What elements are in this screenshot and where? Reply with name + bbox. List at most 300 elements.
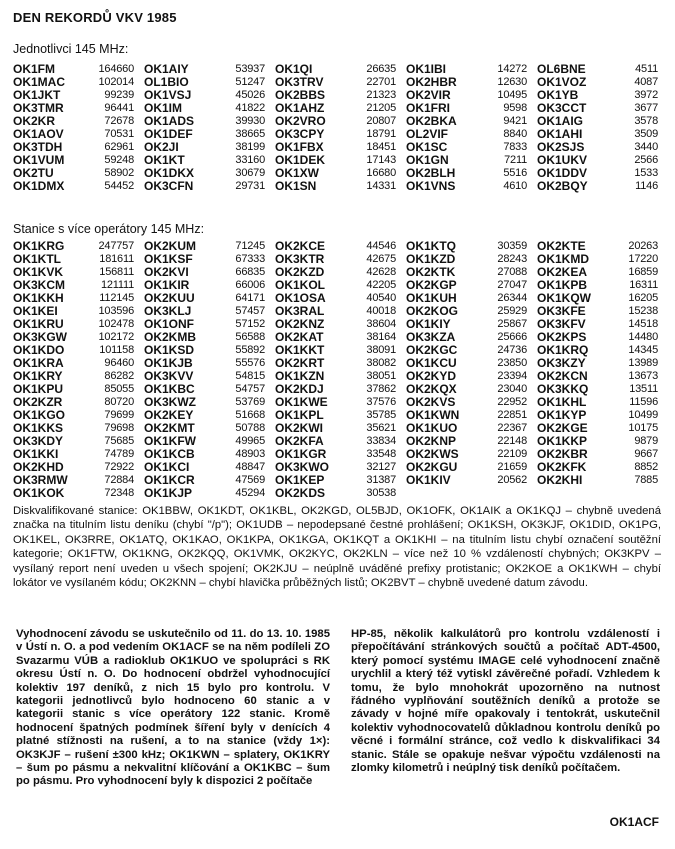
score: 21659 — [497, 461, 527, 473]
score: 32127 — [366, 461, 396, 473]
result-entry — [13, 487, 144, 500]
callsign: OK1OSA — [275, 291, 326, 305]
score: 21205 — [366, 102, 396, 114]
score: 45294 — [235, 487, 265, 499]
callsign: OK1KYP — [537, 408, 587, 422]
score: 96441 — [104, 102, 134, 114]
callsign: OK1KMD — [537, 252, 590, 266]
callsign: OK2BQY — [537, 179, 588, 193]
callsign: OK3CFN — [144, 179, 194, 193]
multi-results-table — [13, 240, 668, 500]
score: 85055 — [104, 383, 134, 395]
callsign: OK1KKP — [537, 434, 588, 448]
callsign: OK2KTE — [537, 239, 586, 253]
score: 21323 — [366, 89, 396, 101]
score: 22701 — [366, 76, 396, 88]
score: 37576 — [366, 396, 396, 408]
callsign: OK2KWI — [275, 421, 323, 435]
callsign: OK2KYD — [406, 369, 457, 383]
score: 30538 — [366, 487, 396, 499]
score: 75685 — [104, 435, 134, 447]
score: 7833 — [503, 141, 527, 153]
callsign: OK1KCU — [406, 356, 457, 370]
callsign: OK3CPY — [275, 127, 325, 141]
callsign: OK2BKA — [406, 114, 457, 128]
result-entry — [537, 474, 668, 487]
callsign: OK3KKQ — [537, 382, 589, 396]
score: 44546 — [366, 240, 396, 252]
callsign: OK2KGC — [406, 343, 458, 357]
callsign: OK2KTK — [406, 265, 456, 279]
callsign: OK2BBS — [275, 88, 326, 102]
score: 9421 — [503, 115, 527, 127]
score: 31387 — [366, 474, 396, 486]
score: 247757 — [98, 240, 134, 252]
score: 42675 — [366, 253, 396, 265]
score: 9879 — [634, 435, 658, 447]
callsign: OK2KUU — [144, 291, 195, 305]
score: 72922 — [104, 461, 134, 473]
callsign: OK2KCN — [537, 369, 588, 383]
score: 8840 — [503, 128, 527, 140]
score: 40018 — [366, 305, 396, 317]
callsign: OK1ADS — [144, 114, 195, 128]
singles-results-table — [13, 63, 668, 193]
score: 51668 — [235, 409, 265, 421]
result-entry — [275, 487, 406, 500]
score: 18791 — [366, 128, 396, 140]
callsign: OK2KHD — [13, 460, 64, 474]
callsign: OK1FM — [13, 62, 55, 76]
score: 48903 — [235, 448, 265, 460]
score: 38665 — [235, 128, 265, 140]
score: 55892 — [235, 344, 265, 356]
callsign: OK1QI — [275, 62, 313, 76]
callsign: OK1KIR — [144, 278, 190, 292]
score: 26635 — [366, 63, 396, 75]
score: 5516 — [503, 167, 527, 179]
callsign: OK3KWO — [275, 460, 329, 474]
callsign: OK1KJP — [144, 486, 193, 500]
score: 29731 — [235, 180, 265, 192]
score: 38082 — [366, 357, 396, 369]
callsign: OK1DDV — [537, 166, 588, 180]
callsign: OK2KGP — [406, 278, 457, 292]
callsign: OK2KOG — [406, 304, 459, 318]
score: 27088 — [497, 266, 527, 278]
callsign: OK1KZN — [275, 369, 325, 383]
callsign: OK2KZD — [275, 265, 325, 279]
score: 62961 — [104, 141, 134, 153]
score: 17143 — [366, 154, 396, 166]
callsign: OK2KVS — [406, 395, 456, 409]
score: 14345 — [628, 344, 658, 356]
callsign: OK1VUM — [13, 153, 65, 167]
result-entry — [406, 474, 537, 487]
score: 10495 — [497, 89, 527, 101]
callsign: OK2KDS — [275, 486, 326, 500]
score: 47569 — [235, 474, 265, 486]
page-title: DEN REKORDŮ VKV 1985 — [13, 10, 177, 25]
score: 96460 — [104, 357, 134, 369]
score: 28243 — [497, 253, 527, 265]
score: 13989 — [628, 357, 658, 369]
score: 102478 — [98, 318, 134, 330]
callsign: OK1KKI — [13, 447, 59, 461]
callsign: OK1DMX — [13, 179, 65, 193]
result-entry — [537, 180, 668, 193]
callsign: OK1KEP — [275, 473, 325, 487]
score: 30679 — [235, 167, 265, 179]
score: 38091 — [366, 344, 396, 356]
callsign: OK1VNS — [406, 179, 456, 193]
callsign: OL1BIO — [144, 75, 189, 89]
callsign: OK2KMT — [144, 421, 195, 435]
signature: OK1ACF — [609, 815, 659, 829]
callsign: OK1KRY — [13, 369, 63, 383]
callsign: OK1KIV — [406, 473, 451, 487]
callsign: OK1IBI — [406, 62, 447, 76]
callsign: OK3KCM — [13, 278, 66, 292]
score: 54815 — [235, 370, 265, 382]
score: 71245 — [235, 240, 265, 252]
score: 20263 — [628, 240, 658, 252]
callsign: OK1SN — [275, 179, 317, 193]
callsign: OK1AHZ — [275, 101, 325, 115]
callsign: OK2KFA — [275, 434, 324, 448]
score: 15238 — [628, 305, 658, 317]
score: 2566 — [634, 154, 658, 166]
score: 14480 — [628, 331, 658, 343]
score: 156811 — [99, 266, 134, 278]
score: 80720 — [104, 396, 134, 408]
score: 39930 — [235, 115, 265, 127]
callsign: OK1AOV — [13, 127, 64, 141]
score: 102014 — [98, 76, 134, 88]
score: 103596 — [98, 305, 134, 317]
score: 13673 — [628, 370, 658, 382]
callsign: OK1AIY — [144, 62, 189, 76]
callsign: OK2KHI — [537, 473, 583, 487]
result-entry — [13, 180, 144, 193]
score: 38604 — [366, 318, 396, 330]
callsign: OK1KRU — [13, 317, 64, 331]
score: 13511 — [629, 383, 658, 395]
score: 53769 — [235, 396, 265, 408]
callsign: OL6BNE — [537, 62, 586, 76]
callsign: OK1KT — [144, 153, 185, 167]
callsign: OK2KMB — [144, 330, 197, 344]
score: 59248 — [104, 154, 134, 166]
score: 9667 — [634, 448, 658, 460]
callsign: OK1UKV — [537, 153, 588, 167]
score: 72348 — [104, 487, 134, 499]
score: 22109 — [497, 448, 527, 460]
result-entry — [144, 180, 275, 193]
callsign: OK2KCE — [275, 239, 326, 253]
score: 3509 — [634, 128, 658, 140]
score: 11596 — [629, 396, 658, 408]
callsign: OK1KRA — [13, 356, 64, 370]
callsign: OK3KVV — [144, 369, 194, 383]
score: 10499 — [628, 409, 658, 421]
callsign: OK1KWN — [406, 408, 460, 422]
score: 66835 — [235, 266, 265, 278]
score: 67333 — [235, 253, 265, 265]
score: 49965 — [235, 435, 265, 447]
callsign: OK2KUM — [144, 239, 197, 253]
score: 1146 — [635, 180, 658, 192]
score: 4610 — [503, 180, 527, 192]
score: 20562 — [497, 474, 527, 486]
callsign: OK2KEY — [144, 408, 194, 422]
score: 45026 — [235, 89, 265, 101]
score: 14272 — [497, 63, 527, 75]
score: 7885 — [634, 474, 658, 486]
callsign: OK1IM — [144, 101, 183, 115]
score: 25929 — [497, 305, 527, 317]
score: 23850 — [497, 357, 527, 369]
callsign: OK1KGR — [275, 447, 327, 461]
callsign: OK2KGE — [537, 421, 588, 435]
score: 99239 — [104, 89, 134, 101]
score: 23040 — [497, 383, 527, 395]
callsign: OK1KQW — [537, 291, 591, 305]
score: 30359 — [497, 240, 527, 252]
score: 112145 — [99, 292, 134, 304]
score: 4511 — [635, 63, 658, 75]
score: 3440 — [634, 141, 658, 153]
callsign: OK2KAT — [275, 330, 324, 344]
callsign: OK1KIY — [406, 317, 451, 331]
callsign: OK1VSJ — [144, 88, 192, 102]
callsign: OK2KDJ — [275, 382, 324, 396]
callsign: OK2KEA — [537, 265, 588, 279]
score: 16205 — [628, 292, 658, 304]
score: 10175 — [628, 422, 658, 434]
callsign: OK1KGO — [13, 408, 66, 422]
score: 50788 — [235, 422, 265, 434]
score: 3677 — [634, 102, 658, 114]
score: 17220 — [628, 253, 658, 265]
callsign: OK1XW — [275, 166, 320, 180]
report-right-column: HP-85, několik kalkulátorů pro kontrolu vzdáleností i přepočítávání stránkových součtů a počítač ADT-4500, který pomocí systému IMAGE celé vyhodnocení značně urychlil a který též vytiskl závěrečné pořadí. Vzhledem k tomu, že bylo mnohokrát upozorněno na nutnost řádného vyplňování soutěžních deníků a protože se závady v hojné míře opakovaly i tentokrát, uskutečnil kolektiv vyhodnocovatelů důkladnou kontrolu deníků po věcné i formální stránce, což vedlo k diskvalifikaci 34 stanic. Stále se opakuje nešvar výpočtu vzdálenosti na zlomky kilometrů i neúplný tisk deníků počítačem. — [351, 628, 660, 775]
callsign: OK3KFV — [537, 317, 586, 331]
score: 18451 — [366, 141, 396, 153]
callsign: OK2KPS — [537, 330, 587, 344]
callsign: OK1ONF — [144, 317, 195, 331]
callsign: OK3RMW — [13, 473, 68, 487]
callsign: OK2KGU — [406, 460, 458, 474]
score: 54452 — [104, 180, 134, 192]
score: 79699 — [104, 409, 134, 421]
callsign: OK1KTL — [13, 252, 61, 266]
score: 55576 — [235, 357, 265, 369]
score: 25867 — [497, 318, 527, 330]
score: 14331 — [366, 180, 396, 192]
score: 58902 — [104, 167, 134, 179]
score: 72678 — [104, 115, 134, 127]
score: 35621 — [366, 422, 396, 434]
callsign: OK1DEK — [275, 153, 326, 167]
score: 74789 — [104, 448, 134, 460]
callsign: OK2KVI — [144, 265, 189, 279]
score: 23394 — [497, 370, 527, 382]
score: 9598 — [503, 102, 527, 114]
score: 1533 — [634, 167, 658, 179]
callsign: OK1KPL — [275, 408, 324, 422]
callsign: OK2TU — [13, 166, 54, 180]
score: 38199 — [235, 141, 265, 153]
callsign: OK2KBR — [537, 447, 588, 461]
callsign: OK1KKT — [275, 343, 325, 357]
callsign: OK2VRO — [275, 114, 326, 128]
callsign: OK2JI — [144, 140, 179, 154]
result-entry — [406, 180, 537, 193]
score: 16680 — [366, 167, 396, 179]
score: 42205 — [366, 279, 396, 291]
callsign: OK2KR — [13, 114, 56, 128]
callsign: OK2HBR — [406, 75, 457, 89]
multi-heading: Stanice s více operátory 145 MHz: — [13, 222, 205, 236]
score: 54757 — [235, 383, 265, 395]
score: 51247 — [235, 76, 265, 88]
callsign: OK2KWS — [406, 447, 459, 461]
score: 42628 — [366, 266, 396, 278]
callsign: OK1GN — [406, 153, 449, 167]
score: 40540 — [366, 292, 396, 304]
callsign: OK1KHL — [537, 395, 587, 409]
callsign: OK3TMR — [13, 101, 64, 115]
score: 33548 — [366, 448, 396, 460]
callsign: OK1KSF — [144, 252, 193, 266]
callsign: OK3KDY — [13, 434, 64, 448]
callsign: OK1YB — [537, 88, 579, 102]
callsign: OK1KDO — [13, 343, 65, 357]
callsign: OK1KKS — [13, 421, 64, 435]
callsign: OK3KWZ — [144, 395, 196, 409]
score: 70531 — [104, 128, 134, 140]
score: 27047 — [497, 279, 527, 291]
score: 66006 — [235, 279, 265, 291]
callsign: OK1JKT — [13, 88, 61, 102]
score: 22851 — [497, 409, 527, 421]
callsign: OK1KJB — [144, 356, 193, 370]
callsign: OK1KUH — [406, 291, 457, 305]
callsign: OK2KRT — [275, 356, 325, 370]
callsign: OK2KQX — [406, 382, 457, 396]
callsign: OL2VIF — [406, 127, 449, 141]
callsign: OK1KOL — [275, 278, 326, 292]
score: 22952 — [497, 396, 527, 408]
score: 8852 — [634, 461, 658, 473]
callsign: OK1KOK — [13, 486, 65, 500]
score: 41822 — [235, 102, 265, 114]
callsign: OK1KCR — [144, 473, 195, 487]
score: 35785 — [366, 409, 396, 421]
callsign: OK2SJS — [537, 140, 585, 154]
result-entry — [406, 487, 537, 500]
callsign: OK3KLJ — [144, 304, 192, 318]
score: 12630 — [497, 76, 527, 88]
score: 79698 — [104, 422, 134, 434]
callsign: OK2KNZ — [275, 317, 325, 331]
callsign: OK2KFK — [537, 460, 587, 474]
score: 33834 — [366, 435, 396, 447]
callsign: OK1KVK — [13, 265, 64, 279]
score: 57152 — [235, 318, 265, 330]
score: 86282 — [104, 370, 134, 382]
callsign: OK2VIR — [406, 88, 451, 102]
callsign: OK3RAL — [275, 304, 325, 318]
result-entry — [144, 487, 275, 500]
callsign: OK1KRQ — [537, 343, 589, 357]
result-entry — [537, 487, 668, 500]
callsign: OK1KCB — [144, 447, 195, 461]
callsign: OK1KKH — [13, 291, 64, 305]
score: 24736 — [497, 344, 527, 356]
callsign: OK1KUO — [406, 421, 458, 435]
score: 101158 — [99, 344, 134, 356]
score: 53937 — [235, 63, 265, 75]
callsign: OK3KZY — [537, 356, 586, 370]
score: 16311 — [629, 279, 658, 291]
score: 164660 — [98, 63, 134, 75]
score: 181611 — [99, 253, 134, 265]
callsign: OK2KZR — [13, 395, 63, 409]
score: 4087 — [634, 76, 658, 88]
callsign: OK3CCT — [537, 101, 587, 115]
score: 25666 — [497, 331, 527, 343]
result-entry — [275, 180, 406, 193]
callsign: OK1DKX — [144, 166, 195, 180]
callsign: OK1KZD — [406, 252, 456, 266]
callsign: OK1KSD — [144, 343, 195, 357]
score: 7211 — [504, 154, 527, 166]
score: 121111 — [100, 279, 134, 291]
callsign: OK3TDH — [13, 140, 63, 154]
callsign: OK1KTQ — [406, 239, 457, 253]
score: 57457 — [235, 305, 265, 317]
callsign: OK1DEF — [144, 127, 193, 141]
callsign: OK1VOZ — [537, 75, 587, 89]
callsign: OK1MAC — [13, 75, 66, 89]
callsign: OK1KFW — [144, 434, 196, 448]
callsign: OK3KTR — [275, 252, 325, 266]
score: 102172 — [98, 331, 134, 343]
report-left-column: Vyhodnocení závodu se uskutečnilo od 11. do 13. 10. 1985 v Ústí n. O. a pod vedením OK1ACF se na něm podíleli ZO Svazarmu VÚB a radioklub OK1KUO ve spolupráci s RK okresu Ústí n. O. Do hodnocení obdržel vyhodnocující kolektiv 197 deníků, z nich 15 bylo pro kontrolu. V kategorii jednotlivců bylo hodnoceno 60 stanic a v kategorii stanic s více operátory 122 stanic. Kromě hodnocení špatných podmínek šíření byly v denících 4 platné stížnosti na rušení, a to na stanice (vždy 1×): OK3KJF – rušení ±300 kHz; OK1KWN – splatery, OK1KRY – šum po pásmu a nekvalitní klíčování a OK1KBC – šum po pásmu. Pro vyhodnocení byly k dispozici 2 počítače — [16, 628, 330, 788]
callsign: OK1KEI — [13, 304, 58, 318]
score: 48847 — [235, 461, 265, 473]
score: 72884 — [104, 474, 134, 486]
callsign: OK1FBX — [275, 140, 324, 154]
score: 56588 — [235, 331, 265, 343]
score: 26344 — [497, 292, 527, 304]
singles-heading: Jednotlivci 145 MHz: — [13, 42, 129, 56]
score: 14518 — [628, 318, 658, 330]
callsign: OK1KPB — [537, 278, 588, 292]
score: 33160 — [235, 154, 265, 166]
score: 38164 — [366, 331, 396, 343]
score: 16859 — [628, 266, 658, 278]
callsign: OK1SC — [406, 140, 448, 154]
score: 38051 — [366, 370, 396, 382]
score: 22148 — [497, 435, 527, 447]
callsign: OK1AHI — [537, 127, 583, 141]
callsign: OK1KBC — [144, 382, 195, 396]
callsign: OK3KGW — [13, 330, 67, 344]
callsign: OK1KWE — [275, 395, 328, 409]
